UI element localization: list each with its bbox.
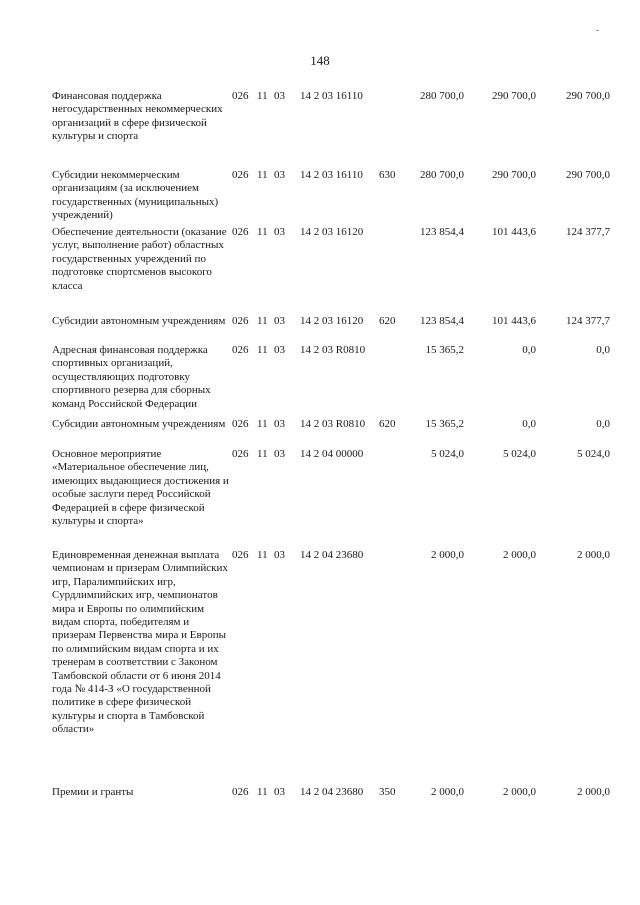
cell-target: 14 2 03 R0810	[300, 418, 366, 430]
table-row	[52, 418, 612, 431]
cell-y1: 2 000,0	[431, 786, 464, 798]
cell-exptype: 620	[379, 418, 396, 430]
cell-y1: 123 854,4	[420, 315, 464, 327]
cell-target: 14 2 04 23680	[300, 549, 364, 561]
cell-y3: 290 700,0	[566, 169, 610, 181]
cell-y2: 2 000,0	[503, 549, 536, 561]
cell-y3: 2 000,0	[577, 786, 610, 798]
cell-subsection: 03	[274, 418, 285, 430]
cell-y1: 280 700,0	[420, 169, 464, 181]
cell-y2: 0,0	[522, 418, 536, 430]
cell-y1: 15 365,2	[425, 344, 464, 356]
table-row	[52, 448, 612, 528]
row-name: Адресная финансовая поддержка спортивных организаций, осуществляющих подготовку спортивного резерва для сборных команд Российской Федерации	[52, 344, 211, 410]
cell-target: 14 2 03 16120	[300, 315, 364, 327]
row-name: Субсидии автономным учреждениям	[52, 315, 226, 327]
table-row	[52, 169, 612, 223]
table-row	[52, 786, 612, 799]
table-row	[52, 315, 612, 328]
cell-ministry: 026	[232, 786, 249, 798]
cell-target: 14 2 03 16110	[300, 90, 363, 102]
cell-section: 11	[257, 90, 268, 102]
cell-target: 14 2 04 00000	[300, 448, 364, 460]
cell-exptype: 630	[379, 169, 396, 181]
cell-y2: 0,0	[522, 344, 536, 356]
scan-mark	[596, 30, 599, 31]
cell-ministry: 026	[232, 169, 249, 181]
cell-subsection: 03	[274, 448, 285, 460]
cell-y3: 0,0	[596, 418, 610, 430]
cell-y1: 280 700,0	[420, 90, 464, 102]
cell-y2: 290 700,0	[492, 90, 536, 102]
cell-y3: 124 377,7	[566, 315, 610, 327]
cell-ministry: 026	[232, 448, 249, 460]
table-row	[52, 90, 612, 144]
cell-target: 14 2 04 23680	[300, 786, 364, 798]
table-row	[52, 549, 612, 737]
cell-ministry: 026	[232, 226, 249, 238]
cell-target: 14 2 03 16120	[300, 226, 364, 238]
cell-section: 11	[257, 448, 268, 460]
cell-section: 11	[257, 169, 268, 181]
page-number: 148	[310, 53, 330, 68]
cell-y1: 123 854,4	[420, 226, 464, 238]
cell-target: 14 2 03 16110	[300, 169, 363, 181]
cell-section: 11	[257, 786, 268, 798]
cell-section: 11	[257, 549, 268, 561]
cell-y2: 290 700,0	[492, 169, 536, 181]
cell-subsection: 03	[274, 344, 285, 356]
cell-y3: 5 024,0	[577, 448, 610, 460]
cell-y2: 101 443,6	[492, 226, 536, 238]
cell-y2: 5 024,0	[503, 448, 536, 460]
cell-section: 11	[257, 315, 268, 327]
table-row	[52, 344, 612, 411]
cell-subsection: 03	[274, 226, 285, 238]
cell-section: 11	[257, 418, 268, 430]
cell-target: 14 2 03 R0810	[300, 344, 366, 356]
cell-y1: 5 024,0	[431, 448, 464, 460]
cell-section: 11	[257, 226, 268, 238]
cell-ministry: 026	[232, 549, 249, 561]
cell-y2: 101 443,6	[492, 315, 536, 327]
cell-y3: 0,0	[596, 344, 610, 356]
cell-ministry: 026	[232, 315, 249, 327]
cell-y2: 2 000,0	[503, 786, 536, 798]
row-name: Финансовая поддержка негосударственных некоммерческих организаций в сфере физической культуры и спорта	[52, 90, 223, 143]
cell-y1: 2 000,0	[431, 549, 464, 561]
cell-exptype: 620	[379, 315, 396, 327]
cell-y3: 290 700,0	[566, 90, 610, 102]
row-name: Субсидии автономным учреждениям	[52, 418, 226, 430]
cell-subsection: 03	[274, 90, 285, 102]
cell-ministry: 026	[232, 90, 249, 102]
row-name: Субсидии некоммерческим организациям (за исключением государственных (муниципальных) учреждений)	[52, 169, 219, 222]
cell-subsection: 03	[274, 169, 285, 181]
row-name: Единовременная денежная выплата чемпионам и призерам Олимпийских игр, Паралимпийских игр, Сурдлимпийских игр, чемпионатов мира и Европы по олимпийским видам спорта, победителям и призерам Первенства мира и Европы по олимпийским видам спорта и их тренерам в соответствии с Законом Тамбовской области от 6 июня 2014 года № 414-З «О государственной политике в сфере физической культуры и спорта в Тамбовской области»	[52, 549, 228, 736]
cell-exptype: 350	[379, 786, 396, 798]
cell-y1: 15 365,2	[425, 418, 464, 430]
cell-ministry: 026	[232, 344, 249, 356]
row-name: Основное мероприятие «Материальное обеспечение лиц, имеющих выдающиеся достижения и особые заслуги перед Российской Федерацией в сфере физической культуры и спорта»	[52, 448, 229, 528]
row-name: Обеспечение деятельности (оказание услуг, выполнение работ) областных государственных учреждений по подготовке спортсменов высокого класса	[52, 226, 227, 292]
cell-subsection: 03	[274, 549, 285, 561]
row-name: Премии и гранты	[52, 786, 134, 798]
table-row	[52, 226, 612, 293]
cell-ministry: 026	[232, 418, 249, 430]
cell-y3: 2 000,0	[577, 549, 610, 561]
cell-section: 11	[257, 344, 268, 356]
cell-subsection: 03	[274, 315, 285, 327]
cell-y3: 124 377,7	[566, 226, 610, 238]
cell-subsection: 03	[274, 786, 285, 798]
